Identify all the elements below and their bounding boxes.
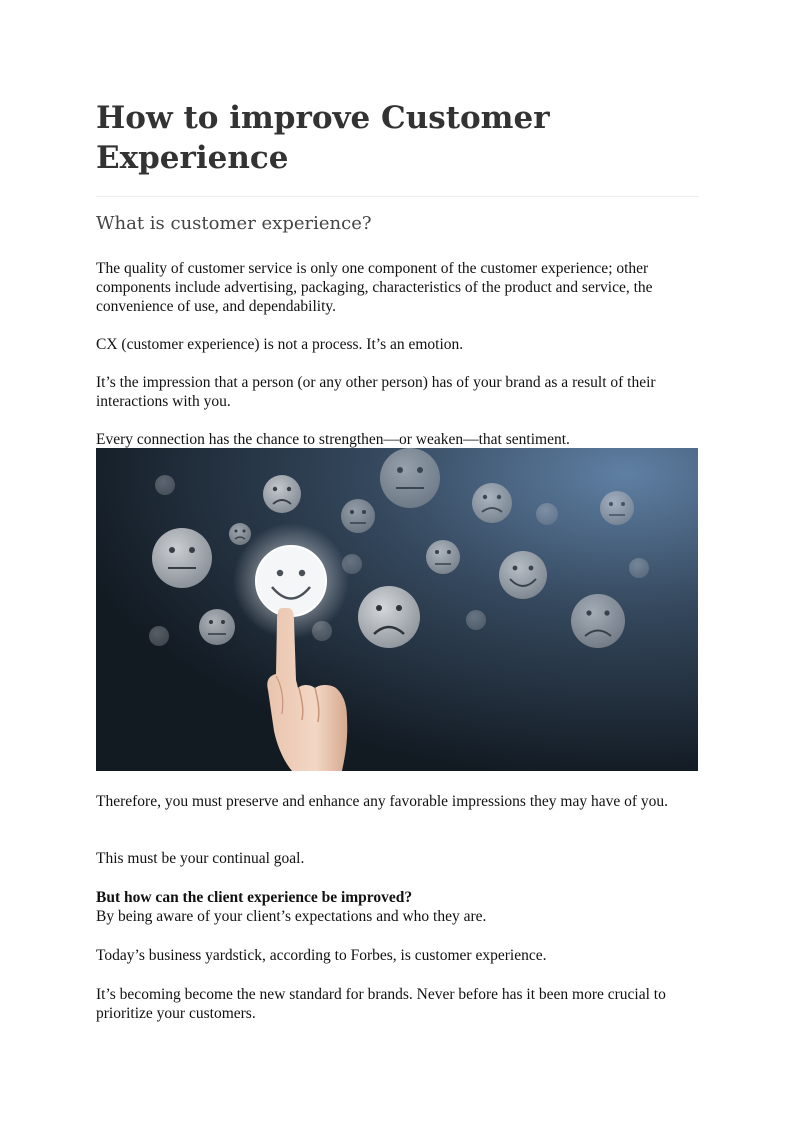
happy-face-icon	[499, 551, 547, 599]
neutral-face-icon	[341, 499, 375, 533]
neutral-face-icon	[600, 491, 634, 525]
neutral-face-icon	[199, 609, 235, 645]
customer-satisfaction-image	[96, 448, 698, 771]
paragraph-preserve: Therefore, you must preserve and enhance any favorable impressions they may have of you.	[96, 793, 669, 810]
sad-face-icon	[229, 523, 251, 545]
paragraph-goal: This must be your continual goal.	[96, 850, 305, 867]
section-heading: What is customer experience?	[96, 213, 372, 234]
sad-face-icon	[358, 586, 420, 648]
paragraph-question	[96, 888, 699, 926]
sad-face-icon	[472, 483, 512, 523]
paragraph-connection: Every connection has the chance to strengthen—or weaken—that sentiment.	[96, 431, 570, 448]
sad-face-icon	[263, 475, 301, 513]
divider	[96, 196, 699, 197]
neutral-face-icon	[380, 448, 440, 508]
paragraph-forbes: Today’s business yardstick, according to Forbes, is customer experience.	[96, 947, 547, 964]
page-title: How to improve Customer Experience	[96, 100, 550, 176]
question-answer: By being aware of your client’s expectations and who they are.	[96, 908, 487, 925]
paragraph-quality: The quality of customer service is only one component of the customer experience; other components include advertising, packaging, characteristics of the product and service, the convenience of use, and dependability.	[96, 260, 653, 315]
paragraph-new-standard: It’s becoming become the new standard for brands. Never before has it been more crucial to prioritize your customers.	[96, 986, 666, 1022]
neutral-face-icon	[152, 528, 212, 588]
paragraph-impression: It’s the impression that a person (or any other person) has of your brand as a result of their interactions with you.	[96, 374, 656, 410]
emoji-faces-illustration	[96, 448, 698, 771]
neutral-face-icon	[426, 540, 460, 574]
sad-face-icon	[571, 594, 625, 648]
question-heading: But how can the client experience be improved?	[96, 889, 413, 906]
paragraph-cx-emotion: CX (customer experience) is not a process. It’s an emotion.	[96, 336, 464, 353]
